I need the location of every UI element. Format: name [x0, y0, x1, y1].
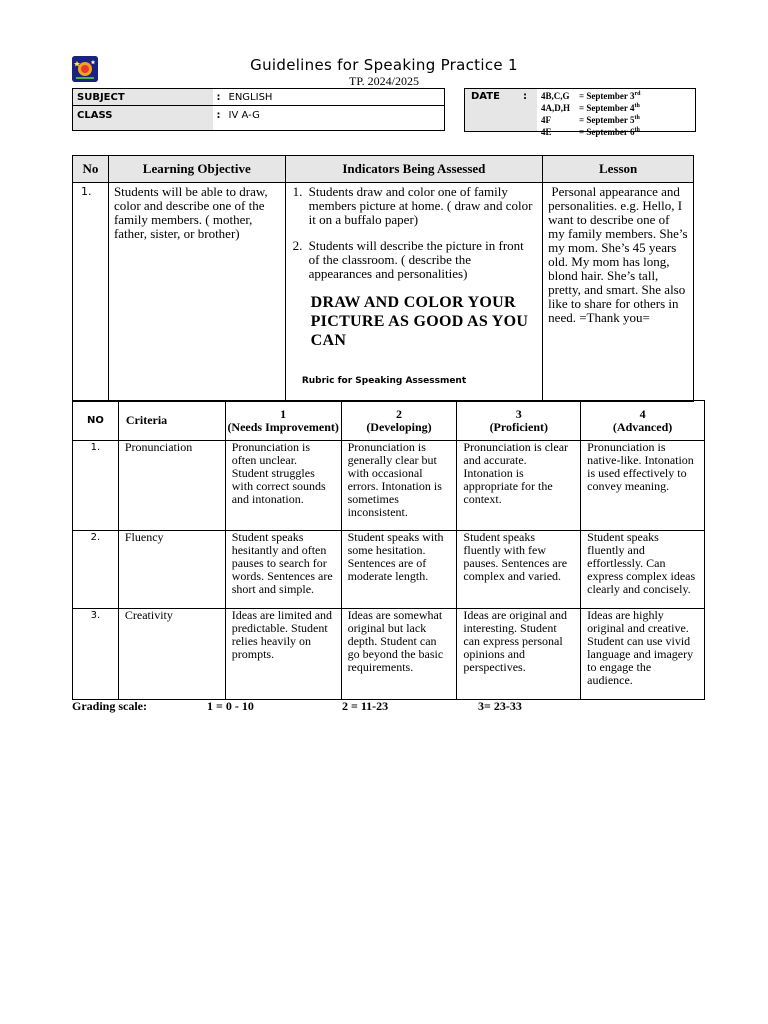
col-header-lesson: Lesson [543, 156, 694, 183]
indicator-number: 2. [292, 238, 303, 253]
date-row [541, 125, 640, 137]
date-box [464, 88, 696, 137]
date-row [541, 113, 640, 125]
rubric-header-no: NO [73, 401, 119, 441]
date-value: = September 6 [579, 127, 635, 137]
date-value: = September 3 [579, 91, 635, 101]
rubric-cell: Ideas are original and interesting. Student can express personal opinions and perspectives. [457, 609, 581, 700]
level-number: 4 [639, 406, 646, 421]
indicator-number: 1. [292, 184, 303, 199]
indicator-text: Students draw and color one of family members picture at home. ( draw and color it on a buffalo paper) [308, 184, 533, 227]
date-row [541, 101, 640, 113]
rubric-cell: Ideas are highly original and creative. Student can use vivid language and imagery to engage the audience. [581, 609, 705, 700]
rubric-row-number: 2. [73, 531, 119, 609]
school-year: TP. 2024/2025 [348, 74, 419, 88]
class-group: 4E [541, 127, 552, 137]
rubric-cell: Pronunciation is native-like. Intonation is used effectively to convey meaning. [581, 441, 705, 531]
indicator-item [291, 239, 538, 281]
table-row [73, 531, 705, 609]
rubric-criteria: Pronunciation [118, 441, 225, 531]
rubric-header-level-2 [341, 401, 457, 441]
lesson-text: Personal appearance and personalities. e.g. Hello, I want to describe one of my family members. She’s my mom. She’s 45 years old. My mom has long, blond hair. She’s tall, pretty, and smart. She also like to share for others in need. =Thank you= [543, 183, 694, 402]
date-label-cell [465, 89, 537, 131]
date-colon: : [523, 91, 527, 102]
level-number: 1 [280, 406, 287, 421]
table-row [73, 441, 705, 531]
level-name: (Developing) [366, 419, 432, 434]
level-name: (Proficient) [489, 419, 548, 434]
subject-class-table [72, 88, 445, 131]
rubric-header-criteria: Criteria [118, 401, 225, 441]
rubric-cell: Pronunciation is generally clear but with occasional errors. Intonation is sometimes inconsistent. [341, 441, 457, 531]
row-number: 1. [73, 183, 109, 402]
subject-colon: : [213, 89, 225, 106]
col-header-no: No [73, 156, 109, 183]
rubric-header-level-3 [457, 401, 581, 441]
rubric-cell: Student speaks fluently and effortlessly. Can express complex ideas clearly and concisely. [581, 531, 705, 609]
table-row [73, 183, 694, 402]
level-name: (Advanced) [612, 419, 673, 434]
class-group: 4F [541, 115, 551, 125]
class-group: 4A,D,H [541, 103, 570, 113]
rubric-header-level-4 [581, 401, 705, 441]
rubric-cell: Student speaks fluently with few pauses. Sentences are complex and varied. [457, 531, 581, 609]
rubric-cell: Student speaks hesitantly and often pauses to search for words. Sentences are short and simple. [225, 531, 341, 609]
date-value: = September 4 [579, 103, 635, 113]
level-number: 2 [395, 406, 402, 421]
rubric-header-level-1 [225, 401, 341, 441]
grading-label: Grading scale: [72, 699, 147, 713]
date-suffix: rd [634, 91, 641, 97]
subject-value: ENGLISH [225, 89, 445, 106]
date-row [541, 89, 640, 101]
class-label: CLASS [73, 106, 213, 131]
grading-scale-1: 1 = 0 - 10 [207, 699, 254, 713]
learning-objective: Students will be able to draw, color and describe one of the family members. ( mother, father, sister, or brother) [108, 183, 285, 402]
rubric-row-number: 3. [73, 609, 119, 700]
level-number: 3 [515, 406, 522, 421]
rubric-cell: Pronunciation is clear and accurate. Intonation is appropriate for the context. [457, 441, 581, 531]
grading-scale-2: 2 = 11-23 [342, 699, 389, 713]
date-suffix: th [634, 127, 640, 133]
level-name: (Needs Improvement) [227, 419, 339, 434]
rubric-title: Rubric for Speaking Assessment [301, 376, 467, 386]
class-group: 4B,C,G [541, 91, 570, 101]
indicator-item [291, 185, 538, 227]
col-header-indicators: Indicators Being Assessed [285, 156, 543, 183]
subject-label: SUBJECT [73, 89, 213, 106]
class-value: IV A-G [225, 106, 445, 131]
date-value: = September 5 [579, 115, 635, 125]
page-title: Guidelines for Speaking Practice 1 [250, 56, 518, 74]
rubric-cell: Student speaks with some hesitation. Sentences are of moderate length. [341, 531, 457, 609]
date-suffix: th [634, 103, 640, 109]
table-row [73, 609, 705, 700]
indicators-cell [285, 183, 543, 402]
rubric-row-number: 1. [73, 441, 119, 531]
rubric-cell: Ideas are somewhat original but lack depth. Student can go beyond the basic requirements. [341, 609, 457, 700]
rubric-cell: Pronunciation is often unclear. Student struggles with correct sounds and intonation. [225, 441, 341, 531]
rubric-cell: Ideas are limited and predictable. Student relies heavily on prompts. [225, 609, 341, 700]
drawing-instruction: DRAW AND COLOR YOUR PICTURE AS GOOD AS YOU CAN [310, 294, 529, 349]
date-label: DATE [471, 91, 500, 102]
col-header-objective: Learning Objective [108, 156, 285, 183]
grading-scale-3: 3= 23-33 [478, 699, 522, 713]
rubric-criteria: Creativity [118, 609, 225, 700]
objectives-table [72, 155, 694, 402]
rubric-table [72, 400, 705, 700]
indicator-text: Students will describe the picture in front of the classroom. ( describe the appearances and personalities) [308, 238, 524, 281]
date-list [541, 89, 640, 137]
date-suffix: th [634, 115, 640, 121]
rubric-criteria: Fluency [118, 531, 225, 609]
class-colon: : [213, 106, 225, 131]
